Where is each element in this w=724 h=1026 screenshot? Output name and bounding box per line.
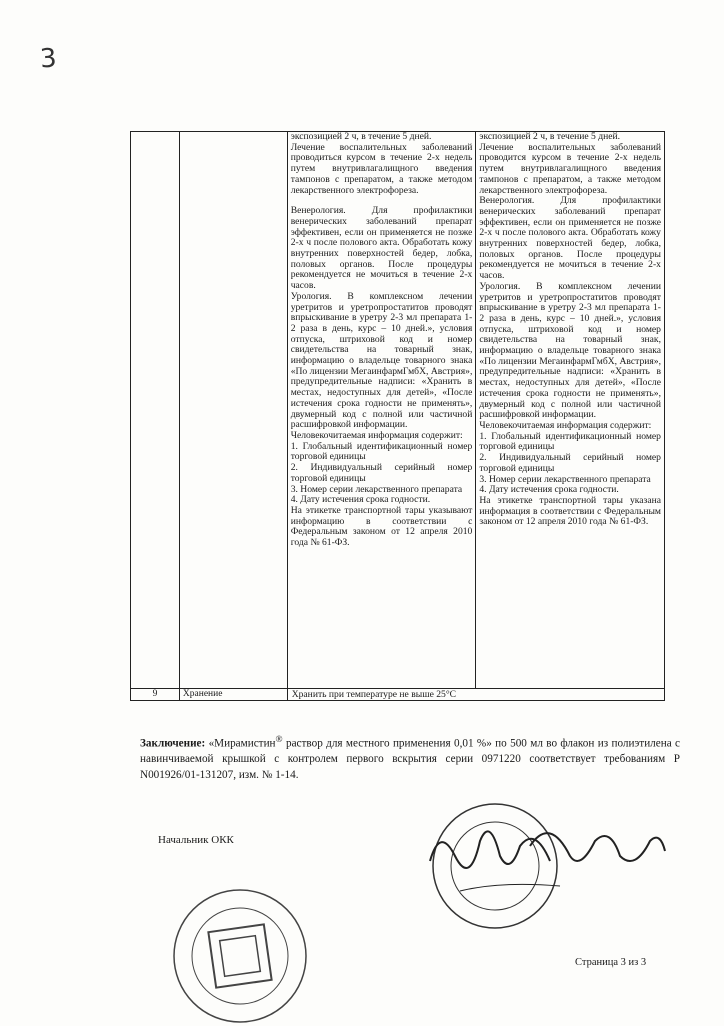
right-paragraph: 4. Дату истечения срока годности. xyxy=(479,484,619,496)
left-paragraph: Урология. В комплексном лечении уретритов и уретропростатитов проводят впрыскивание в уретру 2-3 мл препарата 1-2 раза в день, курс – 10 дней.», условия отпуска, штриховой код и номер свидетельства на товарный знак, информацию о владельце товарного знака «По лицензии МегаинфармГмбХ, Австрия», предупредительные надписи: «Хранить в местах, недоступных для детей», «После истечения срока годности не применять», двумерный код с полной или частичной расшифровкой информации. xyxy=(290,290,473,431)
left-paragraph: 3. Номер серии лекарственного препарата xyxy=(290,483,463,495)
right-paragraph: Лечение воспалительных заболеваний проводится курсом в течение 2-х недель путем внутривлагалищного введения тампонов с препаратом, а также методом лекарственного электрофореза. xyxy=(479,141,661,196)
left-paragraph: 2. Индивидуальный серийный номер торговой единицы xyxy=(290,462,473,484)
left-paragraph: Человекочитаемая информация содержит: xyxy=(290,429,463,441)
right-paragraph: экспозицией 2 ч, в течение 5 дней. xyxy=(479,131,621,142)
signatory-title: Начальник ОКК xyxy=(158,834,234,846)
storage-number: 9 xyxy=(131,689,180,700)
right-text-cell xyxy=(476,132,664,688)
instructions-table xyxy=(130,131,665,701)
left-paragraph: На этикетке транспортной тары указывают информацию в соответствии с Федеральным законом от 12 апреля 2010 года № 61-ФЗ. xyxy=(290,504,473,549)
conclusion-paragraph xyxy=(140,733,680,783)
left-paragraph: 1. Глобальный идентификационный номер торговой единицы xyxy=(290,440,473,463)
quality-control-stamp-and-signature xyxy=(420,786,670,936)
row-label-cell xyxy=(180,132,288,688)
storage-label: Хранение xyxy=(180,689,288,700)
right-paragraph: Венерология. Для профилактики венерических заболеваний препарат эффективен, если он применяется не позже 2-х ч после полового акта. Обработать кожу внутренних поверхностей бедер, лобка, половых органов. После процедуры рекомендуется не мочиться в течение 2-х часов. xyxy=(479,195,661,282)
right-paragraph: 2. Индивидуальный серийный номер торговой единицы xyxy=(479,452,661,474)
right-paragraph: 1. Глобальный идентификационный номер торговой единицы xyxy=(479,430,661,453)
conclusion-text: раствор для местного применения 0,01 %» по 500 мл во флакон из полиэтилена с навинчиваемой крышкой с контролем первого вскрытия серии 0971220 соответствует требованиям Р N001926/01-131207, изм. № 1-14. xyxy=(140,737,680,781)
storage-text: Хранить при температуре не выше 25°С xyxy=(291,689,457,700)
conclusion-product: «Мирамистин xyxy=(208,737,276,750)
company-stamp xyxy=(160,876,320,1026)
right-paragraph: Урология. В комплексном лечении уретритов и уретропростатитов проводят впрыскивание в уретру 2-3 мл препарата 1-2 раза в день, курс – 10 дней.», условия отпуска, штриховой код и номер свидетельства на товарный знак, информацию о владельце товарного знака «По лицензии МегаинфармГмбХ, Австрия», предупредительные надписи: «Хранить в местах, недоступных для детей», «После истечения срока годности не применять», двумерный код с полной или частичной расшифровкой информации. xyxy=(479,280,661,421)
handwritten-page-number: 3 xyxy=(38,43,58,75)
left-paragraph: экспозицией 2 ч, в течение 5 дней. xyxy=(290,131,432,142)
left-paragraph: 4. Дату истечения срока годности. xyxy=(290,494,431,506)
page-footer: Страница 3 из 3 xyxy=(575,957,647,968)
left-text-cell xyxy=(288,132,477,688)
conclusion-label: Заключение: xyxy=(140,737,206,750)
right-paragraph: Человекочитаемая информация содержит: xyxy=(479,419,652,431)
right-paragraph: На этикетке транспортной тары указана информация в соответствии с Федеральным законом от 12 апреля 2010 года № 61-ФЗ. xyxy=(479,494,661,528)
row-number-cell xyxy=(131,132,180,688)
left-paragraph: Венерология. Для профилактики венерических заболеваний препарат эффективен, если он применяется не позже 2-х ч после полового акта. Обработать кожу внутренних поверхностей бедер, лобка, половых органов. После процедуры рекомендуется не мочиться в течение 2-х часов. xyxy=(290,205,473,292)
right-paragraph: 3. Номер серии лекарственного препарата xyxy=(479,473,651,485)
left-paragraph: Лечение воспалительных заболеваний проводиться курсом в течение 2-х недель путем внутривлагалищного введения тампонов с препаратом, а также методом лекарственного электрофореза. xyxy=(290,141,473,196)
registered-mark: ® xyxy=(275,735,283,745)
table-row-storage xyxy=(131,688,664,700)
table-row xyxy=(131,132,664,688)
